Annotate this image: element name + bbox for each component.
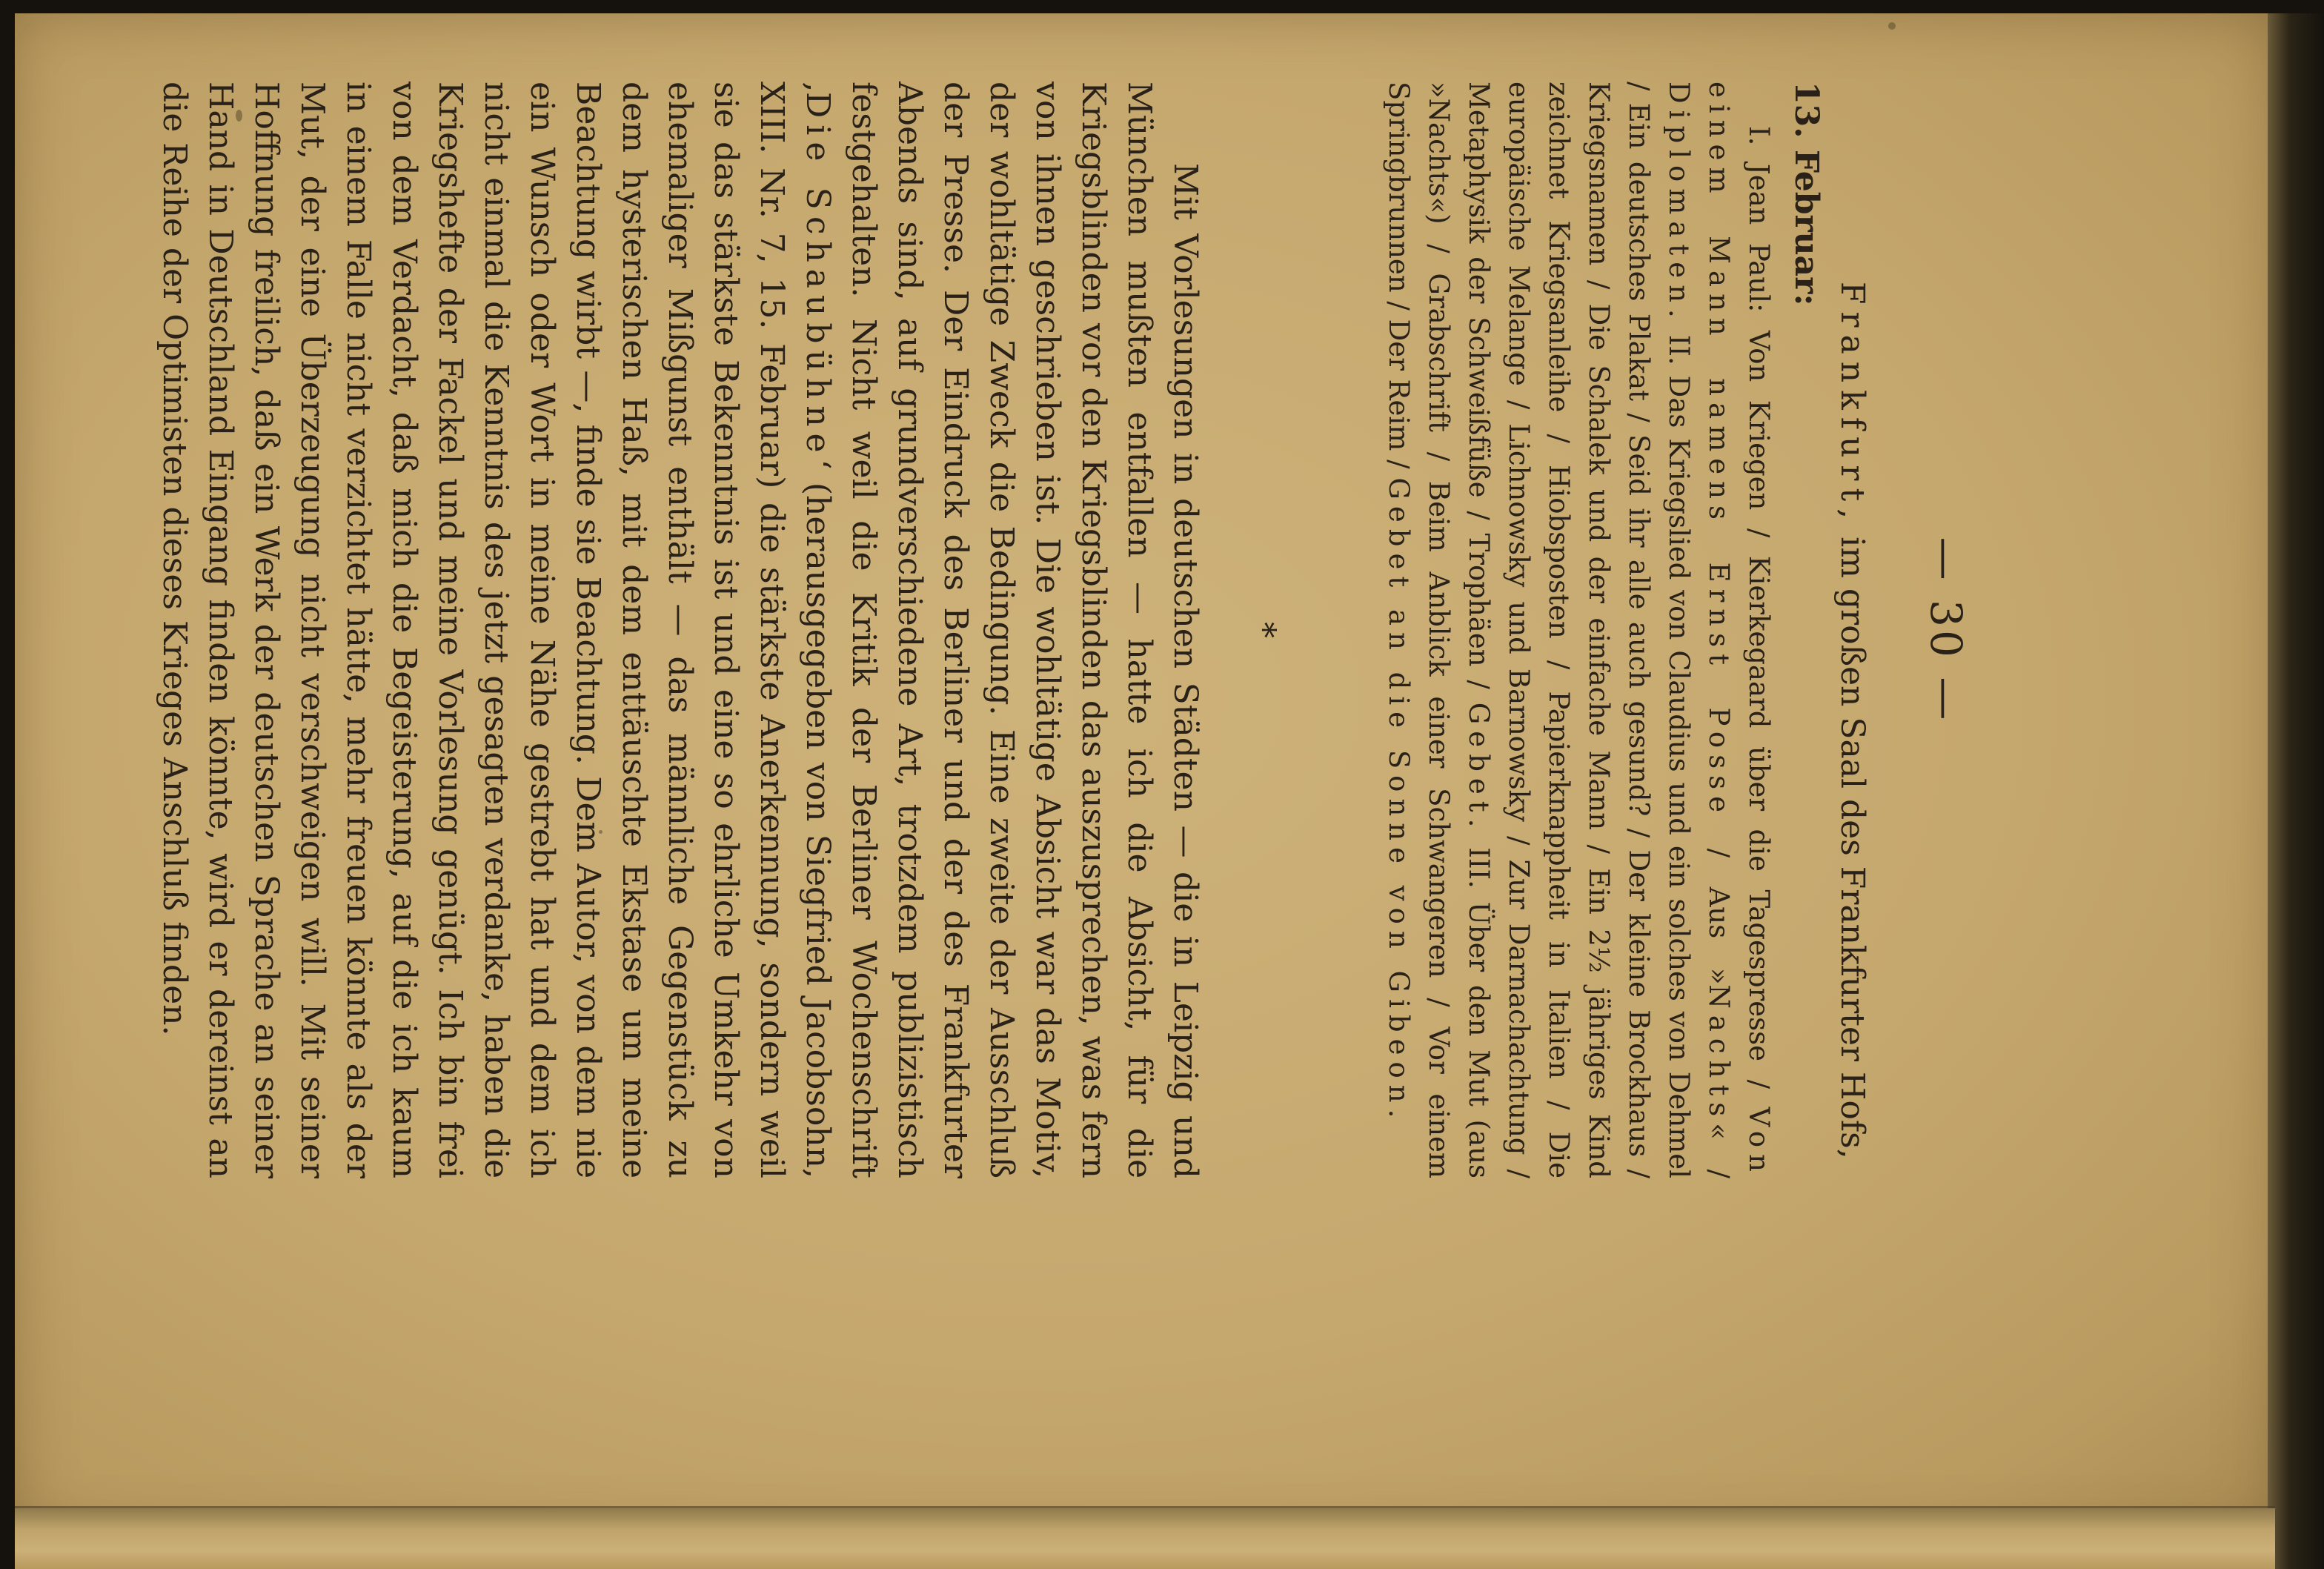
heading-city: Frankfurt, [1833, 282, 1871, 527]
program-spaced-title: Gebet an die Sonne von Gibeon. [1383, 477, 1415, 1125]
program-text: « / [1703, 1123, 1735, 1178]
program-spaced-title: Diplomaten. [1663, 82, 1695, 325]
journal-title: Die Schaubühne [799, 92, 837, 460]
essay-text-end: ‘ (herausgegeben von Siegfried Jacobsohn, XIII. Nr. 7, 15. Februar) die stärkste Anerkennung, sondern weil sie das stärkste Bekenntnis ist und eine so ehrliche Umkehr von ehemaliger Mißgunst enthält — das männliche Gegenstück zu dem hysterischen Haß, mit dem enttäuschte Ekstase um meine Beachtung wirbt —, finde sie Beachtung. Dem Autor, von dem nie ein Wunsch oder Wort in meine Nähe gestrebt hat und dem ich nicht einmal die Kenntnis des jetzt gesagten verdanke, haben die Kriegshefte der Fackel und meine Vorlesung genügt. Ich bin frei von dem Verdacht, daß mich die Begeisterung, auf die ich kaum in einem Falle nicht verzichtet hätte, mehr freuen könnte als der Mut, der eine Überzeugung nicht verschweigen will. Mit seiner Hoffnung freilich, daß ein Werk der deutschen Sprache an seiner Hand in Deutschland Eingang finden könnte, wird er dereinst an die Reihe der Optimisten dieses Krieges Anschluß finden. [156, 82, 837, 1178]
program-paragraph [1378, 82, 1779, 1178]
program-spaced-title: Gebet. [1463, 702, 1495, 835]
program-part-two: II. Das Kriegslied von Claudius und ein solches von Dehmel / Ein deutsches Plakat / Seid ihr alle auch gesund? / Der kleine Brockhaus / Kriegsnamen / Die Schalek und der einfache Mann / Ein 2½ jähriges Kind zeichnet Kriegsanleihe / Hiobsposten / Papierknappheit in Italien / Die europäische Melange / Lichnowsky und Barnowsky / Zur Darnachachtung / Metaphysik der Schweißfüße / Trophäen / [1463, 82, 1695, 1178]
paper-spot [1888, 22, 1896, 30]
program-part-one-start: I. Jean Paul: Von Kriegen / Kierkegaard über die Tagespresse / [1743, 126, 1775, 1089]
facing-page-strip [15, 1508, 2275, 1569]
program-part-three: III. Über den Mut (aus »Nachts«) / Grabschrift / Beim Anblick einer Schwangeren / Vor einem Springbrunnen / Der Reim / [1383, 82, 1495, 1178]
page-edge-shadow [2268, 13, 2324, 1569]
event-heading [1783, 82, 1875, 1178]
essay-text [151, 82, 1208, 1178]
essay-text-start: Mit Vorlesungen in deutschen Städten — die in Leipzig und München mußten entfallen — hatte ich die Absicht, für die Kriegsblinden vor den Kriegsblinden das auszusprechen, was fern von ihnen geschrieben ist. Die wohltätige Absicht war das Motiv, der wohltätige Zweck die Bedingung. Eine zweite der Ausschluß der Presse. Der Eindruck des Berliner und der des Frankfurter Abends sind, auf grundverschiedene Art, trotzdem publizistisch festgehalten. Nicht weil die Kritik der Berliner Wochenschrift ‚ [799, 82, 1204, 1178]
program-spaced-title: Nachts [1703, 984, 1735, 1124]
page-number: — 30 — [1921, 537, 1971, 723]
program-spaced-title: Von einem Mann namens Ernst Posse [1703, 82, 1775, 1178]
reading-program [1378, 82, 1779, 1178]
heading-date: 13. Februar: [1787, 82, 1825, 306]
rotated-text-page [156, 82, 1971, 1178]
heading-place: im großen Saal des Frankfurter Hofs, [1833, 537, 1871, 1159]
section-separator: * [1244, 622, 1282, 638]
program-text: / Aus » [1703, 819, 1735, 985]
essay-paragraph [151, 82, 1208, 1178]
